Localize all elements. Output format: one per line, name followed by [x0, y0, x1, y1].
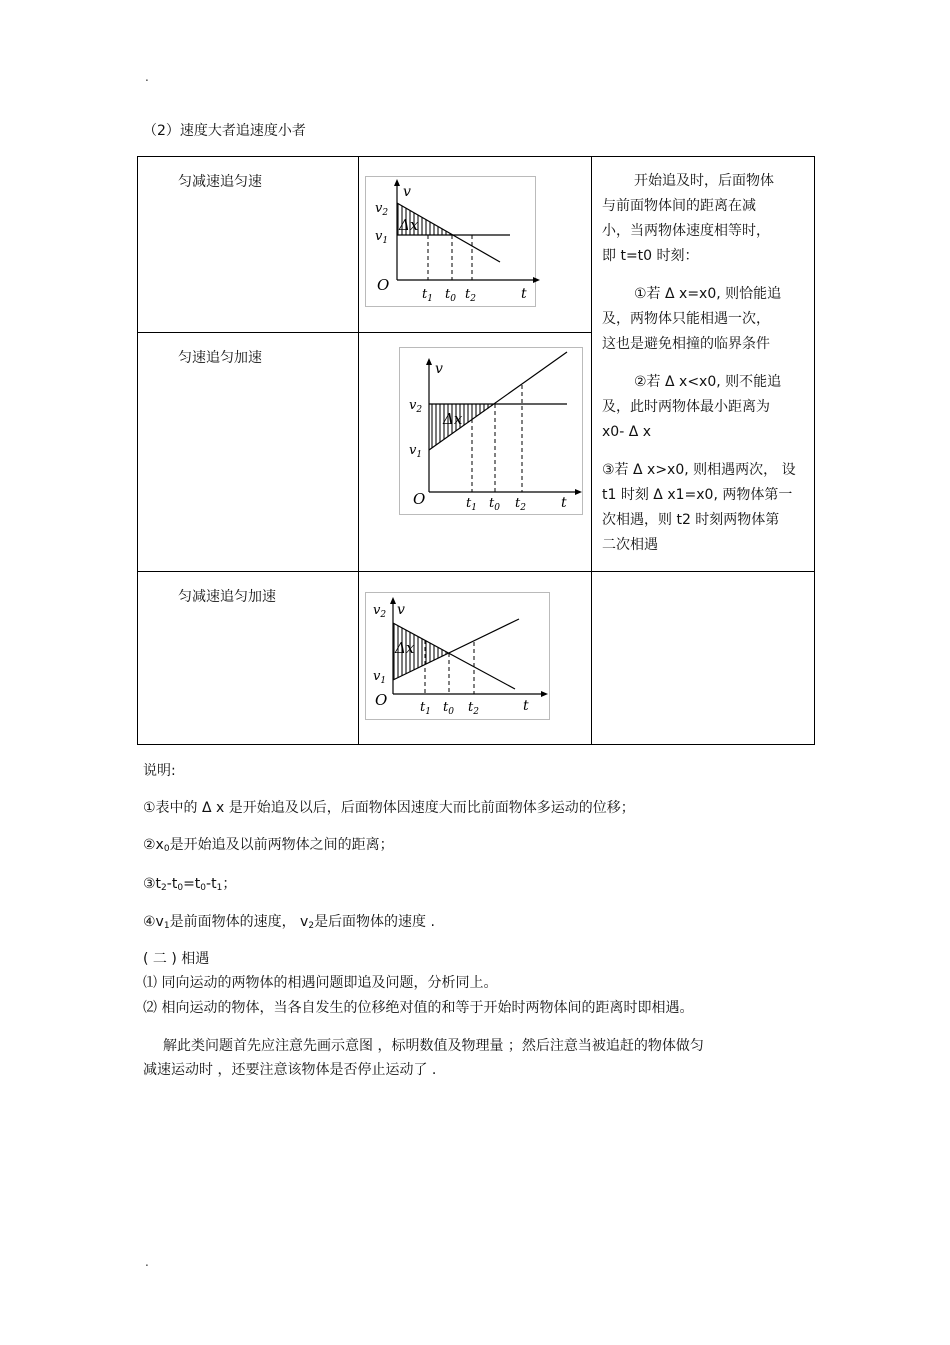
delta-x-label: Δx [399, 216, 419, 234]
graph-decel-vs-uniform [365, 176, 545, 312]
t1-label: $t_1$ [422, 287, 433, 304]
t2-label: $t_2$ [468, 700, 479, 717]
v1-label: $v_1$ [409, 443, 423, 461]
graph-cell [359, 333, 592, 572]
t0-label: $t_0$ [489, 496, 500, 514]
bottom-dot: . [145, 1255, 149, 1269]
v2-label: $v_2$ [375, 201, 389, 218]
note-1: ①表中的 Δ x 是开始追及以后，后面物体因速度大而比前面物体多运动的位移； [143, 800, 635, 816]
t1-label: $t_1$ [420, 700, 431, 717]
graph-frame [366, 177, 536, 307]
graph-decel-vs-accel [365, 592, 555, 724]
meet-paragraph-line-1: 解此类问题首先应注意先画示意图 ，标明数值及物理量 ；然后注意当被追赶的物体做匀 [163, 1038, 704, 1054]
table-row [138, 572, 815, 745]
case-cell [138, 157, 359, 333]
desc-paragraph-4: ③若 Δ x>x0, 则相遇两次， 设 t1 时刻 Δ x1=x0, 两物体第一 次相遇，则 t2 时刻两物体第 二次相遇 [602, 462, 796, 553]
meet-item-2: ⑵ 相向运动的物体，当各自发生的位移绝对值的和等于开始时两物体间的距离时即相遇。 [143, 1000, 694, 1016]
delta-x-label: Δx [395, 639, 415, 657]
t1-label: $t_1$ [466, 496, 477, 514]
case-label: 匀减速追匀加速 [178, 589, 276, 605]
note-3: $③t_2-t_0=t_0-t_1$； [143, 876, 237, 893]
desc-paragraph-1: 开始追及时，后面物体 与前面物体间的距离在减 小，当两物体速度相等时， 即 t=t0 时刻： [602, 173, 774, 264]
t-label: t [561, 495, 567, 512]
t-label: t [521, 286, 527, 302]
accel-line [429, 352, 567, 450]
table-row [138, 157, 815, 333]
t-label: t [523, 698, 529, 714]
t0-label: $t_0$ [445, 287, 456, 304]
empty-cell [592, 572, 815, 745]
case-label: 匀减速追匀速 [178, 174, 262, 190]
delta-x-label: Δx [443, 410, 463, 429]
graph-cell [359, 157, 592, 333]
chase-table [137, 156, 815, 745]
origin-label: O [413, 490, 426, 509]
t0-label: $t_0$ [443, 700, 454, 717]
v1-label: $v_1$ [375, 229, 389, 246]
origin-label: O [377, 276, 390, 294]
meet-paragraph-line-2: 减速运动时 ，还要注意该物体是否停止运动了 . [143, 1062, 437, 1078]
graph-uniform-vs-accel [399, 347, 599, 525]
v2-label: $v_2$ [409, 398, 423, 416]
note-2: $②x_0$是开始追及以前两物体之间的距离； [143, 837, 394, 854]
v-label: v [403, 184, 411, 200]
graph-frame [400, 348, 583, 515]
case-cell [138, 333, 359, 572]
desc-paragraph-2: ①若 Δ x=x0, 则恰能追 及，两物体只能相遇一次， 这也是避免相撞的临界条件 [602, 286, 782, 352]
meet-item-1: ⑴ 同向运动的两物体的相遇问题即追及问题，分析同上。 [143, 975, 498, 991]
graph-cell [359, 572, 592, 745]
t2-label: $t_2$ [465, 287, 476, 304]
v1-label: $v_1$ [373, 669, 387, 686]
origin-label: O [375, 691, 388, 709]
top-dot: . [145, 70, 149, 84]
desc-paragraph-3: ②若 Δ x<x0, 则不能追 及，此时两物体最小距离为 x0- Δ x [602, 374, 782, 440]
v2-label: $v_2$ [373, 603, 387, 620]
meet-title: ( 二 ) 相遇 [143, 951, 210, 967]
section-title: （2）速度大者追速度小者 [143, 123, 306, 139]
description-cell [592, 157, 815, 572]
note-4: $④v_1$是前面物体的速度， $v_2$是后面物体的速度 . [143, 914, 435, 931]
v-label: v [397, 602, 405, 618]
t2-label: $t_2$ [515, 496, 526, 514]
case-label: 匀速追匀加速 [178, 350, 262, 367]
case-cell [138, 572, 359, 745]
notes-title: 说明: [143, 763, 176, 779]
v-label: v [435, 361, 443, 378]
